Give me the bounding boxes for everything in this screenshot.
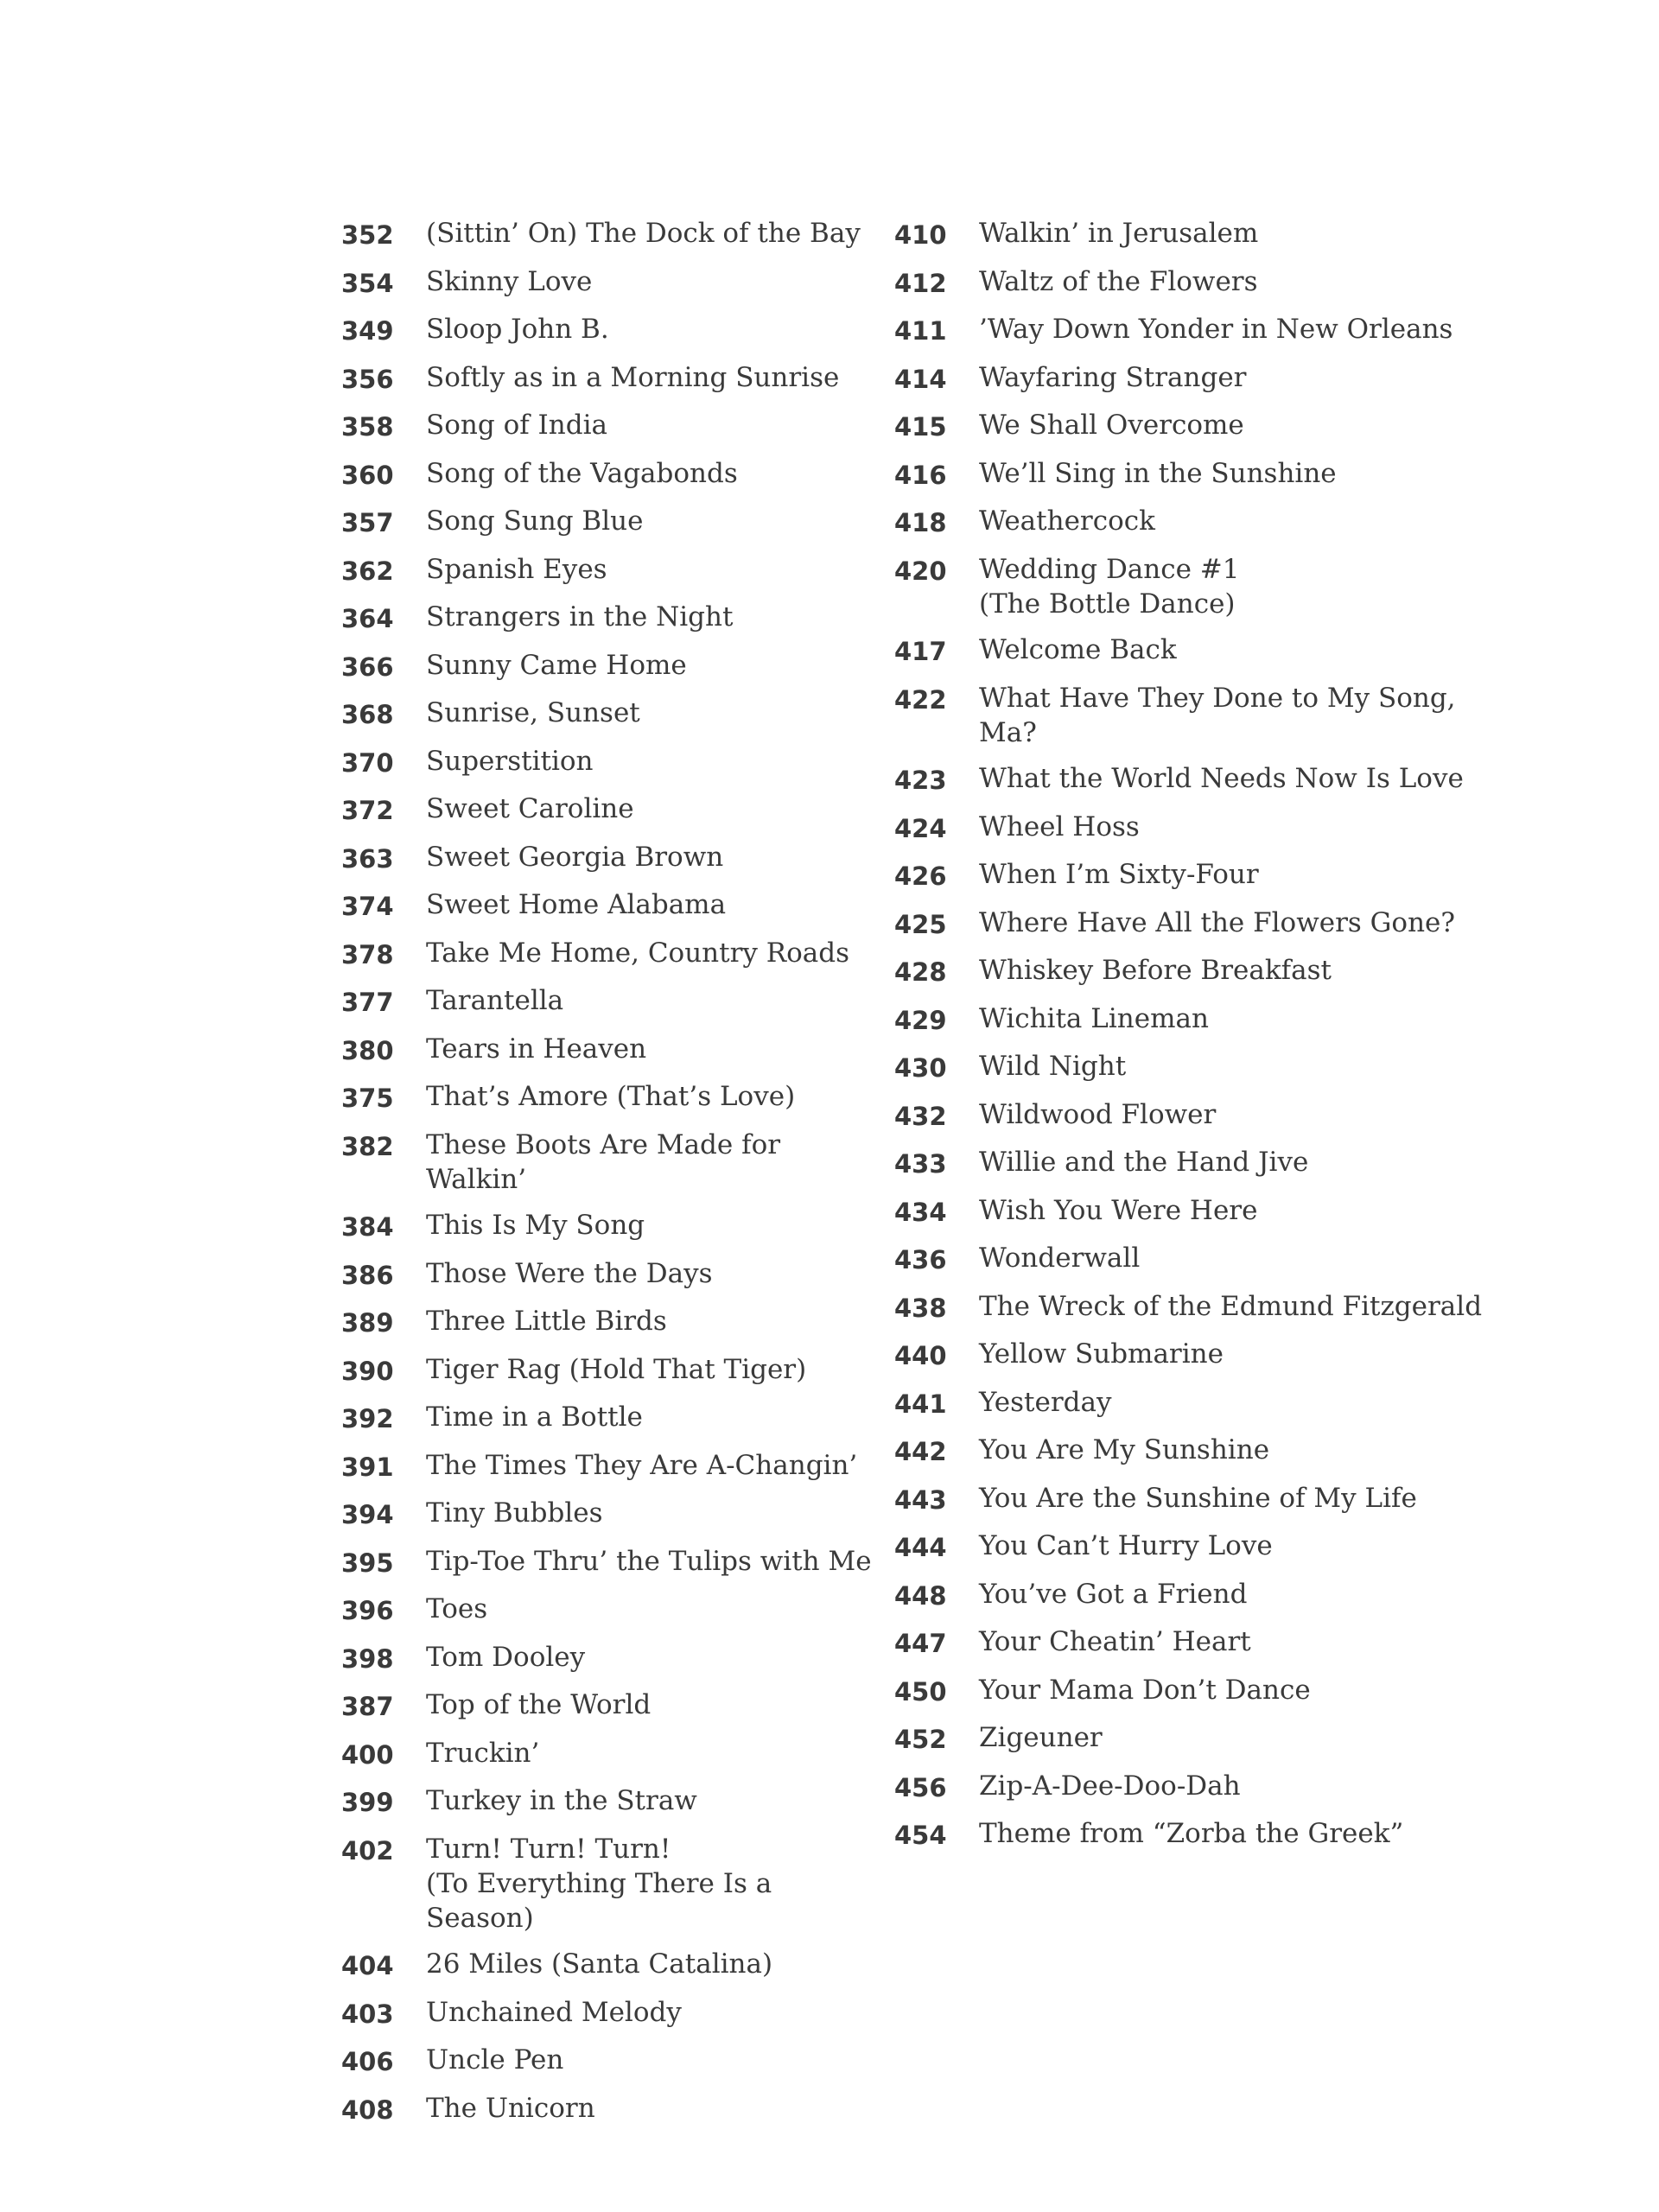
page-number: 411: [894, 316, 947, 346]
index-entry: [341, 1947, 877, 1983]
index-entry: [341, 1544, 877, 1580]
index-entry: [894, 1433, 1516, 1469]
page-number: 390: [341, 1356, 394, 1386]
song-title: Tears in Heaven: [426, 1033, 647, 1065]
page-number: 420: [894, 556, 947, 586]
index-entry: [341, 744, 877, 780]
song-title: Turkey in the Straw: [426, 1785, 697, 1816]
index-entry: [341, 408, 877, 444]
page-number: 370: [341, 747, 394, 778]
page-number: 392: [341, 1404, 394, 1433]
song-title: 26 Miles (Santa Catalina): [426, 1948, 773, 1980]
page-number: 382: [341, 1131, 394, 1161]
index-entry: [341, 887, 877, 924]
page-number: 374: [341, 892, 394, 921]
song-title: Wish You Were Here: [979, 1194, 1258, 1226]
song-title: Tiger Rag (Hold That Tiger): [426, 1353, 807, 1385]
song-title: Theme from “Zorba the Greek”: [979, 1818, 1404, 1849]
page-number: 416: [894, 460, 947, 490]
song-title: Wildwood Flower: [979, 1098, 1217, 1130]
index-entry: [341, 1592, 877, 1628]
song-title: That’s Amore (That’s Love): [426, 1081, 796, 1112]
song-title: Walkin’ in Jerusalem: [979, 218, 1259, 249]
page-number: 418: [894, 508, 947, 537]
page-number: 377: [341, 988, 394, 1017]
page-number: 456: [894, 1772, 947, 1802]
page-number: 429: [894, 1005, 947, 1035]
index-entry: [341, 983, 877, 1020]
page-number: 454: [894, 1821, 947, 1850]
song-title: You Are the Sunshine of My Life: [979, 1482, 1417, 1514]
song-title: Yesterday: [979, 1386, 1112, 1418]
song-title: Waltz of the Flowers: [979, 265, 1258, 297]
index-entry: [341, 1640, 877, 1676]
page-number: 414: [894, 364, 947, 394]
page-number: 354: [341, 268, 394, 298]
index-entry: [341, 552, 877, 588]
page-number: 398: [341, 1643, 394, 1674]
page-number: 443: [894, 1484, 947, 1515]
song-title: Tip-Toe Thru’ the Tulips with Me: [426, 1545, 872, 1577]
index-entry: [894, 906, 1516, 942]
song-title: Skinny Love: [426, 265, 593, 297]
page-number: 402: [341, 1835, 394, 1866]
song-title: Three Little Birds: [426, 1306, 667, 1337]
index-entry: [894, 1001, 1516, 1038]
index-entry: [894, 1337, 1516, 1373]
index-entry: [341, 1208, 877, 1244]
index-entry: [341, 1304, 877, 1340]
song-title: Where Have All the Flowers Gone?: [979, 906, 1456, 938]
index-entry: [894, 1529, 1516, 1565]
song-title: What Have They Done to My Song, Ma?: [979, 682, 1456, 748]
page-number: 410: [894, 220, 947, 250]
song-title: We Shall Overcome: [979, 410, 1244, 441]
song-title: Spanish Eyes: [426, 553, 607, 585]
page-number: 438: [894, 1293, 947, 1323]
page-number: 387: [341, 1692, 394, 1721]
index-entry: [894, 857, 1516, 893]
index-entry: [341, 312, 877, 348]
page-number: 404: [341, 1951, 394, 1980]
song-title: Toes: [426, 1593, 488, 1624]
song-title: (Sittin’ On) The Dock of the Bay: [426, 218, 861, 249]
song-title: Your Mama Don’t Dance: [979, 1674, 1311, 1706]
index-entry: [894, 1385, 1516, 1421]
song-title: Time in a Bottle: [426, 1402, 643, 1433]
page-number: 406: [341, 2047, 394, 2076]
song-title: Take Me Home, Country Roads: [426, 937, 850, 969]
song-title: Sunrise, Sunset: [426, 697, 640, 728]
page-number: 352: [341, 220, 394, 250]
page-number: 356: [341, 364, 394, 394]
index-entry: [894, 1769, 1516, 1805]
song-title: The Unicorn: [426, 2092, 595, 2124]
page-number: 433: [894, 1149, 947, 1179]
page-number: 378: [341, 939, 394, 969]
index-entry: [341, 2043, 877, 2079]
index-entry: [341, 1400, 877, 1436]
page-number: 452: [894, 1725, 947, 1754]
index-entry: [341, 216, 877, 252]
page-number: 425: [894, 909, 947, 939]
song-title: You Are My Sunshine: [979, 1434, 1270, 1465]
song-title: What the World Needs Now Is Love: [979, 763, 1464, 794]
page-number: 360: [341, 460, 394, 490]
page-number: 422: [894, 684, 947, 715]
page-number: 386: [341, 1260, 394, 1290]
page-number: 447: [894, 1629, 947, 1658]
song-title: Superstition: [426, 745, 594, 777]
song-title: You’ve Got a Friend: [979, 1578, 1248, 1610]
index-entry: [894, 953, 1516, 989]
index-column-right: [894, 216, 1516, 1865]
index-entry: [894, 1241, 1516, 1277]
index-entry: [341, 1079, 877, 1116]
song-title: The Wreck of the Edmund Fitzgerald: [979, 1290, 1483, 1322]
page-number: 423: [894, 766, 947, 795]
page-number: 366: [341, 652, 394, 682]
index-entry: [341, 1736, 877, 1772]
index-entry: [894, 504, 1516, 540]
index-entry: [894, 1624, 1516, 1661]
song-title: Unchained Melody: [426, 1996, 682, 2028]
page-number: 436: [894, 1245, 947, 1274]
song-title: Zigeuner: [979, 1722, 1103, 1753]
page-number: 442: [894, 1437, 947, 1466]
song-title: We’ll Sing in the Sunshine: [979, 457, 1337, 489]
page-number: 364: [341, 604, 394, 633]
song-title: Welcome Back: [979, 634, 1177, 665]
page-number: 430: [894, 1053, 947, 1083]
index-entry: [894, 681, 1516, 750]
song-title: Top of the World: [426, 1689, 652, 1720]
page-number: 434: [894, 1197, 947, 1227]
page-number: 448: [894, 1580, 947, 1611]
index-entry: [894, 456, 1516, 493]
song-title: Wayfaring Stranger: [979, 361, 1247, 393]
index-entry: [341, 791, 877, 828]
index-entry: [894, 1193, 1516, 1230]
index-entry: [341, 600, 877, 636]
song-title: Softly as in a Morning Sunrise: [426, 361, 840, 393]
index-entry: [894, 810, 1516, 846]
index-entry: [341, 840, 877, 876]
song-title: Sunny Came Home: [426, 649, 687, 681]
page-number: 415: [894, 412, 947, 442]
page-number: 440: [894, 1341, 947, 1370]
index-entry: [894, 632, 1516, 669]
index-entry: [894, 1816, 1516, 1853]
index-entry: [341, 360, 877, 397]
page-number: 380: [341, 1035, 394, 1065]
index-entry: [894, 1720, 1516, 1757]
page-number: 441: [894, 1389, 947, 1419]
page-number: 424: [894, 813, 947, 843]
page-number: 444: [894, 1533, 947, 1562]
page-number: 432: [894, 1101, 947, 1131]
index-entry: [341, 1448, 877, 1484]
page-number: 403: [341, 1999, 394, 2029]
index-entry: [894, 552, 1516, 621]
page-number: 408: [341, 2094, 394, 2125]
page-number: 384: [341, 1212, 394, 1242]
page-number: 394: [341, 1500, 394, 1529]
index-entry: [341, 1352, 877, 1389]
song-title: Willie and the Hand Jive: [979, 1147, 1309, 1178]
index-entry: [341, 1128, 877, 1197]
index-entry: [341, 1256, 877, 1293]
index-entry: [894, 1049, 1516, 1085]
page-number: 428: [894, 957, 947, 987]
index-entry: [894, 1289, 1516, 1325]
song-title: Sweet Home Alabama: [426, 889, 727, 920]
index-entry: [341, 936, 877, 972]
page-number: 372: [341, 796, 394, 825]
page-number: 389: [341, 1308, 394, 1338]
index-entry: [894, 360, 1516, 397]
index-entry: [894, 1097, 1516, 1134]
song-title: ’Way Down Yonder in New Orleans: [979, 314, 1453, 345]
song-title: Wichita Lineman: [979, 1002, 1209, 1034]
index-entry: [894, 1673, 1516, 1709]
page-number: 357: [341, 508, 394, 537]
song-title: Wheel Hoss: [979, 810, 1140, 842]
song-title: Sweet Georgia Brown: [426, 841, 724, 873]
song-title: Weathercock: [979, 505, 1155, 537]
page-number: 450: [894, 1676, 947, 1707]
index-entry: [341, 264, 877, 301]
song-title: Those Were the Days: [426, 1257, 713, 1289]
song-title: Zip-A-Dee-Doo-Dah: [979, 1770, 1241, 1802]
song-title: Tarantella: [426, 985, 564, 1016]
index-entry: [341, 696, 877, 732]
song-title: Uncle Pen: [426, 2044, 564, 2075]
page-number: 368: [341, 700, 394, 729]
song-title: Strangers in the Night: [426, 601, 734, 632]
page-number: 358: [341, 412, 394, 442]
song-title: This Is My Song: [426, 1210, 645, 1241]
song-title: Wedding Dance #1 (The Bottle Dance): [979, 553, 1240, 620]
song-title: The Times They Are A-Changin’: [426, 1449, 858, 1481]
song-title: Truckin’: [426, 1737, 540, 1769]
song-title: When I’m Sixty-Four: [979, 859, 1259, 890]
page-number: 399: [341, 1788, 394, 1817]
song-title: These Boots Are Made for Walkin’: [426, 1128, 781, 1195]
page-number: 363: [341, 843, 394, 874]
page-number: 349: [341, 316, 394, 346]
index-entry: [341, 2091, 877, 2127]
index-entry: [341, 1832, 877, 1936]
page-number: 362: [341, 556, 394, 586]
index-entry: [894, 312, 1516, 348]
song-title: Wonderwall: [979, 1243, 1141, 1274]
page-number: 375: [341, 1084, 394, 1113]
index-entry: [894, 1145, 1516, 1181]
song-title: Turn! Turn! Turn! (To Everything There Is a Season): [426, 1833, 772, 1934]
index-entry: [894, 761, 1516, 798]
page-number: 391: [341, 1452, 394, 1482]
song-title: Your Cheatin’ Heart: [979, 1626, 1251, 1657]
index-entry: [341, 1032, 877, 1068]
index-entry: [341, 504, 877, 540]
song-title: Song of the Vagabonds: [426, 457, 738, 489]
page-number: 412: [894, 268, 947, 298]
index-entry: [341, 1783, 877, 1820]
page-number: 426: [894, 861, 947, 891]
song-title: Whiskey Before Breakfast: [979, 955, 1332, 986]
page-number: 395: [341, 1548, 394, 1578]
index-entry: [894, 1481, 1516, 1517]
song-title: Song Sung Blue: [426, 505, 644, 537]
index-entry: [341, 648, 877, 684]
song-title: Song of India: [426, 410, 608, 441]
index-entry: [894, 1577, 1516, 1613]
index-entry: [341, 1496, 877, 1532]
song-title: You Can’t Hurry Love: [979, 1530, 1273, 1561]
song-title: Wild Night: [979, 1051, 1127, 1082]
song-title: Sloop John B.: [426, 314, 609, 345]
index-entry: [894, 264, 1516, 301]
index-entry: [341, 1688, 877, 1724]
index-entry: [341, 456, 877, 493]
index-entry: [894, 408, 1516, 444]
song-title: Sweet Caroline: [426, 793, 634, 824]
index-column-left: [341, 216, 877, 2139]
index-entry: [894, 216, 1516, 252]
song-title: Tiny Bubbles: [426, 1497, 603, 1529]
page-number: 400: [341, 1739, 394, 1770]
page-number: 396: [341, 1596, 394, 1625]
song-title: Yellow Submarine: [979, 1338, 1224, 1370]
page-number: 417: [894, 637, 947, 666]
song-title: Tom Dooley: [426, 1641, 586, 1673]
index-entry: [341, 1995, 877, 2031]
